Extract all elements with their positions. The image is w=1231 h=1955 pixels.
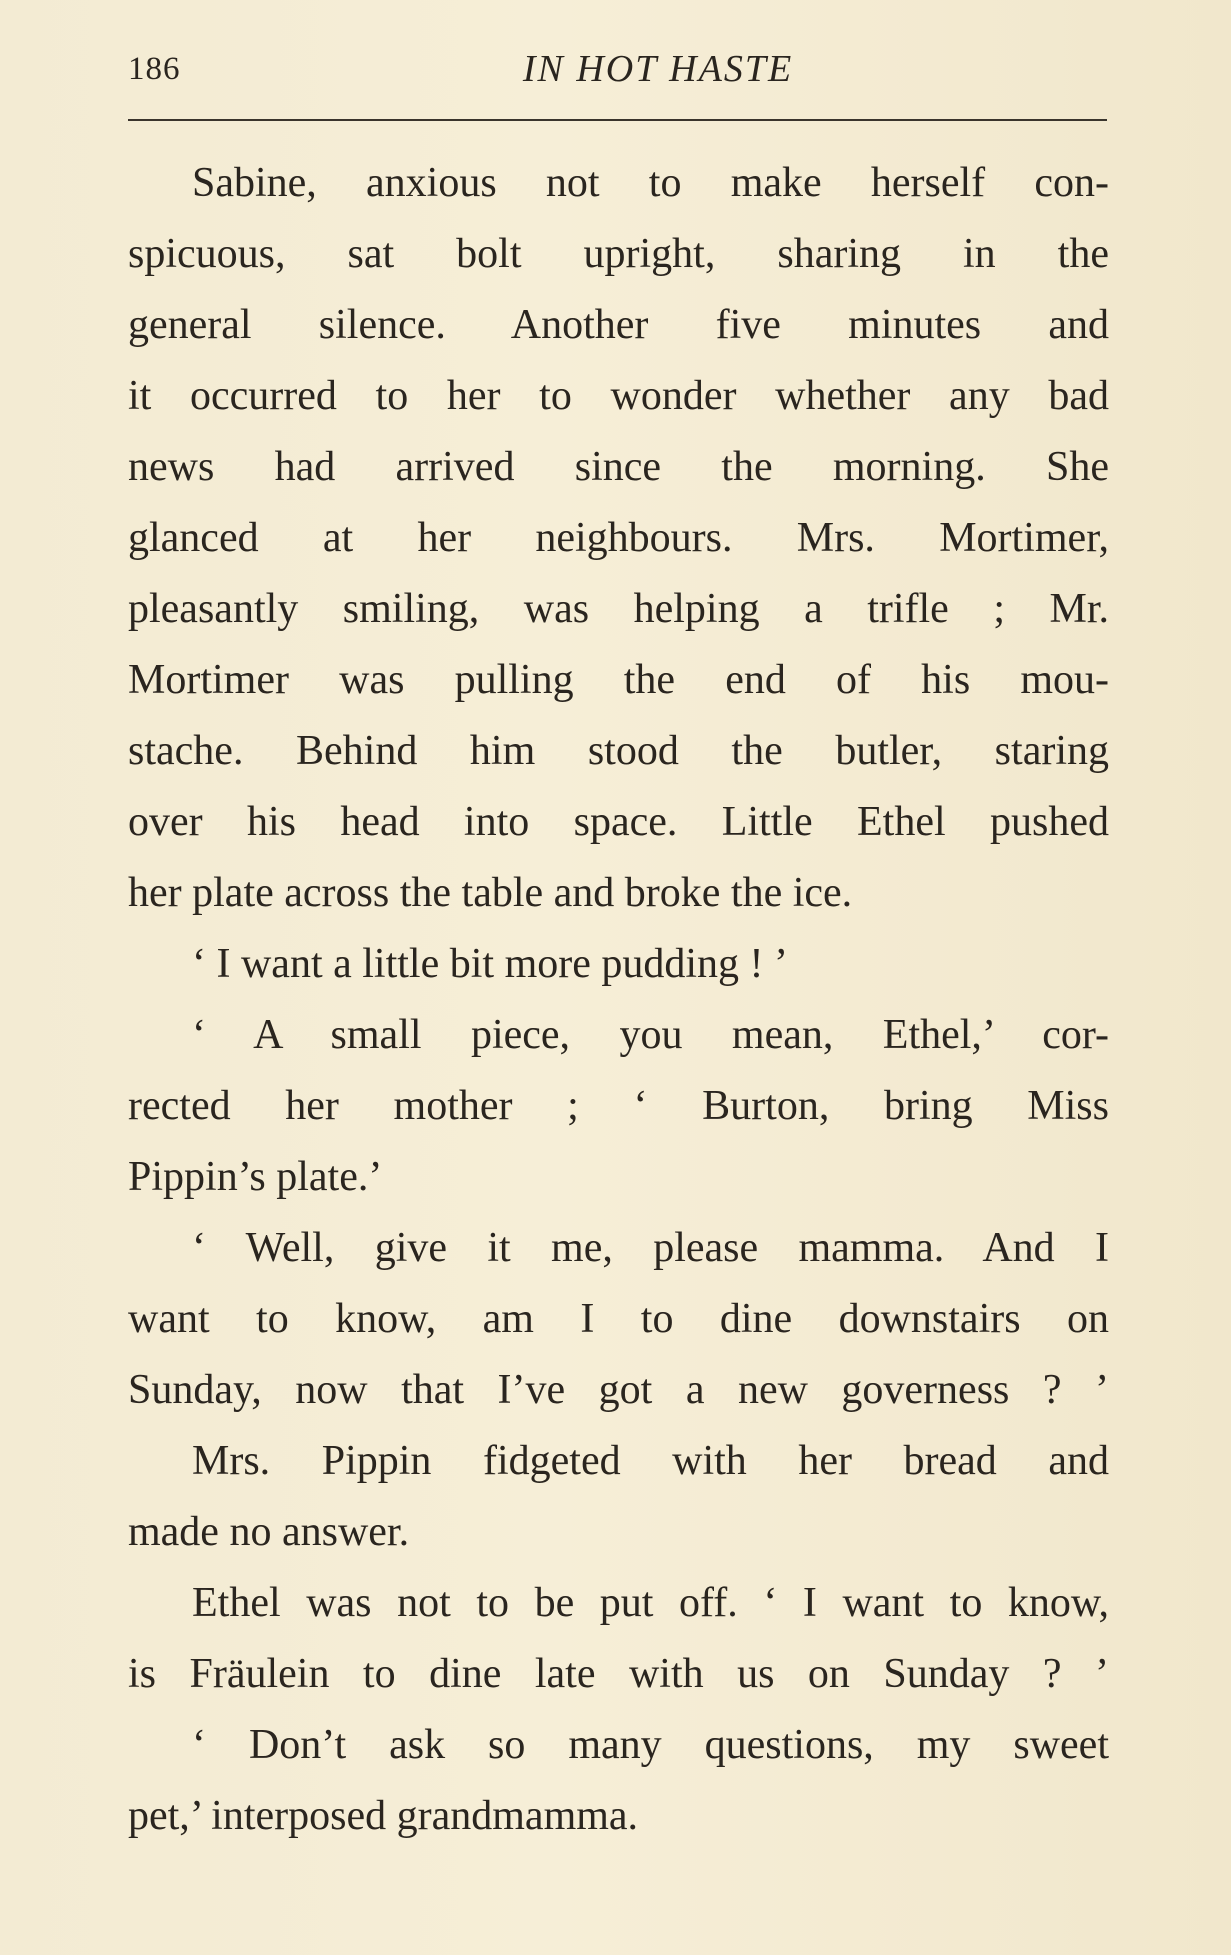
running-head: [128, 44, 1108, 94]
text-line: Pippin’s plate.’: [128, 1154, 383, 1200]
text-line: pet,’ interposed grandmamma.: [128, 1793, 639, 1839]
text-line: stache. Behind him stood the butler, staring: [128, 728, 1109, 774]
running-title: IN HOT HASTE: [522, 48, 794, 90]
text-line: her plate across the table and broke the ice.: [128, 870, 853, 916]
text-line: it occurred to her to wonder whether any bad: [128, 373, 1109, 419]
text-line: Mortimer was pulling the end of his mou-: [128, 657, 1109, 703]
text-line: Mrs. Pippin fidgeted with her bread and: [192, 1438, 1109, 1484]
text-line: is Fräulein to dine late with us on Sunday ? ’: [128, 1651, 1109, 1697]
text-line: news had arrived since the morning. She: [128, 444, 1109, 490]
text-line: ‘ Don’t ask so many questions, my sweet: [192, 1722, 1109, 1768]
text-line: spicuous, sat bolt upright, sharing in the: [128, 231, 1109, 277]
text-line: ‘ I want a little bit more pudding ! ’: [192, 941, 789, 987]
text-line: glanced at her neighbours. Mrs. Mortimer,: [128, 515, 1109, 561]
body-text: [128, 148, 1109, 1852]
text-line: general silence. Another five minutes and: [128, 302, 1109, 348]
text-line: Ethel was not to be put off. ‘ I want to know,: [192, 1580, 1109, 1626]
text-line: Sabine, anxious not to make herself con-: [192, 160, 1109, 206]
header-rule: [128, 119, 1107, 121]
text-line: rected her mother ; ‘ Burton, bring Miss: [128, 1083, 1109, 1129]
text-line: pleasantly smiling, was helping a trifle ; Mr.: [128, 586, 1109, 632]
text-line: Sunday, now that I’ve got a new governess ? ’: [128, 1367, 1109, 1413]
text-line: want to know, am I to dine downstairs on: [128, 1296, 1109, 1342]
text-line: made no answer.: [128, 1509, 410, 1555]
text-line: ‘ A small piece, you mean, Ethel,’ cor-: [192, 1012, 1109, 1058]
page-number: 186: [128, 51, 181, 87]
text-line: over his head into space. Little Ethel pushed: [128, 799, 1109, 845]
text-line: ‘ Well, give it me, please mamma. And I: [192, 1225, 1109, 1271]
